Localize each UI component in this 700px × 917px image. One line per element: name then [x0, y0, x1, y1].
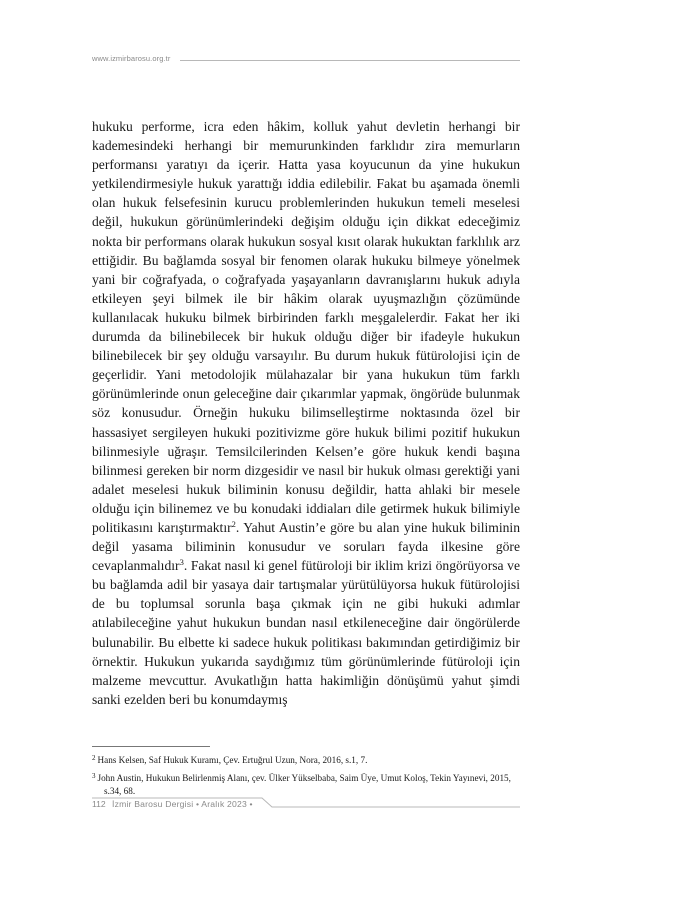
body-paragraph: [92, 117, 520, 709]
footnote-separator: [92, 746, 210, 747]
footnote-ref-3: 3: [179, 557, 184, 568]
footnote-ref-2: 2: [231, 518, 236, 529]
page-number: 112: [92, 799, 106, 809]
footnote-text: John Austin, Hukukun Belirlenmiş Alanı, çev. Ülker Yükselbaba, Saim Üye, Umut Koloş, Tekin Yayınevi, 2015, s.34, 68.: [97, 773, 511, 796]
body-text-part-2: . Yahut Austin’e göre bu alan yine hukuk biliminin değil yasama biliminin konusudur ve soruları fayda ilkesine göre cevaplanmalıdır: [92, 519, 520, 574]
header-url: www.izmirbarosu.org.tr: [92, 54, 171, 63]
footnote-number: 2: [92, 754, 96, 762]
footnote-3: [92, 770, 520, 798]
journal-name: İzmir Barosu Dergisi • Aralık 2023 •: [112, 799, 253, 809]
header-rule: [180, 60, 520, 61]
footnote-text: Hans Kelsen, Saf Hukuk Kuramı, Çev. Ertuğrul Uzun, Nora, 2016, s.1, 7.: [97, 755, 368, 765]
body-text-part-1: hukuku performe, icra eden hâkim, kolluk yahut devletin herhangi bir kademesindeki herhangi bir memurunkinden farklıdır zira memurların performansı yaratıyı da içerir. Hatta yasa koyucunun da yine hukukun yetkilendirmesiyle hukuk yarattığı iddia edilebilir. Fakat bu aşamada önemli olan hukuk felsefesinin kurucu problemlerinden hukukun temeli meselesi değil, hukukun görünümlerindeki değişim olduğu için dikkat edeceğimiz nokta bir performans olarak hukukun sosyal kısıt olarak hukuktan farklılık arz ettiğidir. Bu bağlamda sosyal bir fenomen olarak hukuku bilmeye yönelmek yani bir coğrafyada, o coğrafyada yaşayanların davranışlarını hukuk adıyla etkileyen şeyi bilmek ile bir hâkim olarak uyuşmazlığın çözümünde kullanılacak hukuku bilmek birbirinden farklı meşgalelerdir. Fakat her iki durumda da bilinebilecek bir hukuk olduğu diğer bir ifadeyle hukukun bilinebilecek bir şey olduğu varsayılır. Bu durum hukuk fütürolojisi için de geçerlidir. Yani metodolojik mülahazalar bir yana hukukun tüm farklı görünümlerinde onun geleceğine dair çıkarımlar yapmak, öngörüde bulunmak söz konusudur. Örneğin hukuku bilimselleştirme noktasında özel bir hassasiyet sergileyen hukuki pozitivizme göre hukuk bilimi pozitif hukukun bilinmesiyle uğraşır. Temsilcilerinden Kelsen’e göre hukuk kendi başına bilinmesi gereken bir norm dizgesidir ve nasıl bir hukuk olması gerektiği yani adalet meselesi hukuk biliminin konusu değildir, hatta ahlaki bir mesele olduğu için bilinemez ve bu konudaki iddiaları dile getirmek hukuk bilimiyle politikasını karıştırmaktır: [92, 119, 520, 535]
footnote-2: [92, 752, 520, 767]
footnote-number: 3: [92, 772, 96, 780]
page-footer: [92, 797, 520, 813]
body-text: [92, 117, 520, 709]
footnotes: [92, 752, 520, 801]
body-text-part-3: . Fakat nasıl ki genel fütüroloji bir iklim krizi öngörüyorsa ve bu bağlamda adil bir yasaya dair tartışmalar yürütülüyorsa hukuk fütürolojisi de bu toplumsal sorunla başa çıkmak için ne gibi hukuki adımlar atılabileceğine yahut hukukun bundan nasıl etkileneceğine dair öngörülerde bulunabilir. Bu elbette ki sadece hukuk politikası bakımından getirdiğimiz bir örnektir. Hukukun yukarıda saydığımız tüm görünümlerinde fütüroloji için malzeme mevcuttur. Avukatlığın hatta hakimliğin dönüşümü yahut şimdi sanki ezelden beri bu konumdaymış: [92, 558, 520, 707]
